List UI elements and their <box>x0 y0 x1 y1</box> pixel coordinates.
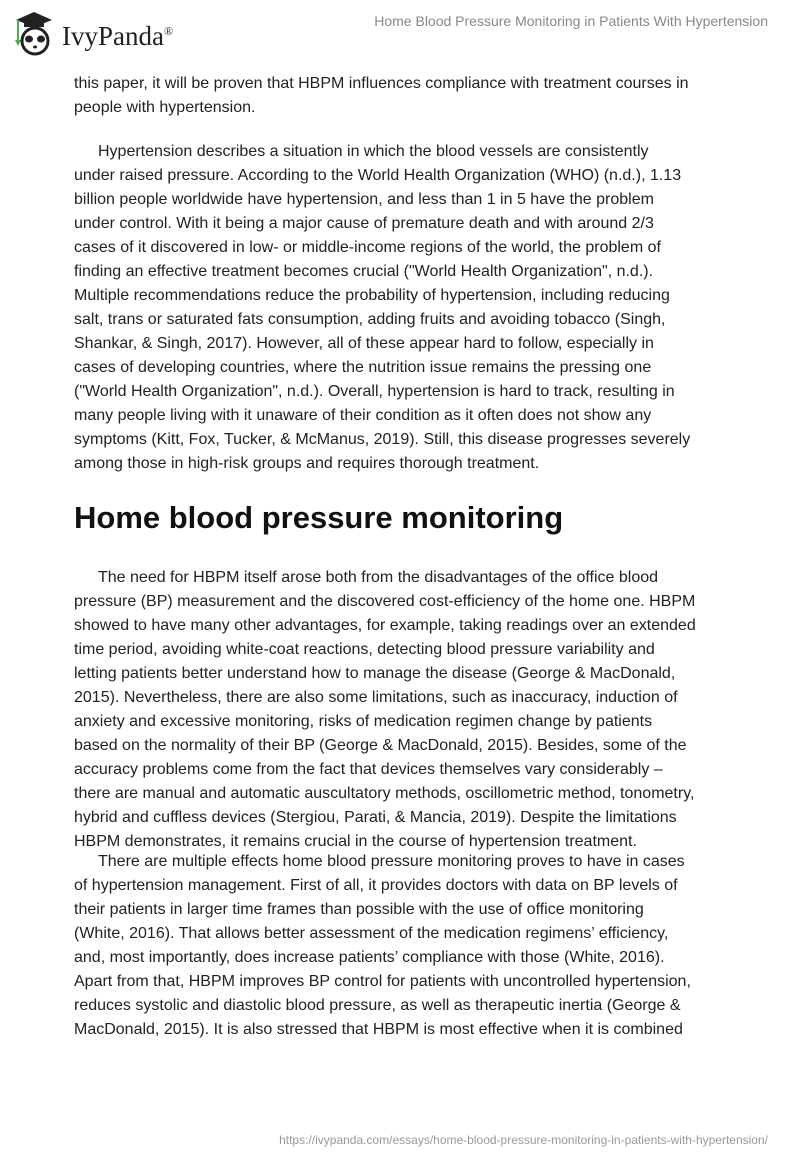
text-line: and, most importantly, does increase patients’ compliance with those (White, 2016). <box>74 949 665 966</box>
text-line: showed to have many other advantages, for example, taking readings over an extended <box>74 617 696 634</box>
text-line: this paper, it will be proven that HBPM influences compliance with treatment courses in <box>74 75 689 92</box>
source-url[interactable]: https://ivypanda.com/essays/home-blood-pressure-monitoring-in-patients-with-hypertension/ <box>279 1133 768 1147</box>
text-line: Multiple recommendations reduce the probability of hypertension, including reducing <box>74 287 670 304</box>
text-line: accuracy problems come from the fact that devices themselves vary considerably – <box>74 761 663 778</box>
text-line: ("World Health Organization", n.d.). Overall, hypertension is hard to track, resulting in <box>74 383 675 400</box>
text-line: Apart from that, HBPM improves BP control for patients with uncontrolled hypertension, <box>74 973 691 990</box>
text-line: Shankar, & Singh, 2017). However, all of these appear hard to follow, especially in <box>74 335 654 352</box>
text-line: There are multiple effects home blood pressure monitoring proves to have in cases <box>98 853 685 870</box>
text-line: hybrid and cuffless devices (Stergiou, Parati, & Mancia, 2019). Despite the limitations <box>74 809 677 826</box>
text-line: anxiety and excessive monitoring, risks of medication regimen change by patients <box>74 713 653 730</box>
text-line: under control. With it being a major cause of premature death and with around 2/3 <box>74 215 654 232</box>
text-line: The need for HBPM itself arose both from the disadvantages of the office blood <box>98 569 659 586</box>
logo-text <box>62 21 173 52</box>
text-line: reduces systolic and diastolic blood pressure, as well as therapeutic inertia (George & <box>74 997 681 1014</box>
text-line: under raised pressure. According to the World Health Organization (WHO) (n.d.), 1.13 <box>74 167 682 184</box>
paragraph-3 <box>74 566 734 854</box>
text-line: based on the normality of their BP (George & MacDonald, 2015). Besides, some of the <box>74 737 687 754</box>
text-line: their patients in larger time frames than possible with the use of office monitoring <box>74 901 644 918</box>
text-line: letting patients better understand how to manage the disease (George & MacDonald, <box>74 665 676 682</box>
text-line: 2015). Nevertheless, there are also some limitations, such as inaccuracy, induction of <box>74 689 678 706</box>
text-line: there are manual and automatic auscultatory methods, oscillometric method, tonometry, <box>74 785 695 802</box>
text-line: finding an effective treatment becomes crucial ("World Health Organization", n.d.). <box>74 263 654 280</box>
ivypanda-logo[interactable] <box>12 8 173 56</box>
document-title: Home Blood Pressure Monitoring in Patients With Hypertension <box>374 13 768 29</box>
registered-mark: ® <box>163 23 174 38</box>
text-line: (White, 2016). That allows better assessment of the medication regimens’ efficiency, <box>74 925 669 942</box>
text-line: HBPM demonstrates, it remains crucial in the course of hypertension treatment. <box>74 833 637 850</box>
text-line: many people living with it unaware of their condition as it often does not show any <box>74 407 652 424</box>
text-line: Hypertension describes a situation in which the blood vessels are consistently <box>98 143 649 160</box>
panda-graduate-icon <box>12 8 56 56</box>
section-heading: Home blood pressure monitoring <box>74 500 564 535</box>
text-line: billion people worldwide have hypertension, and less than 1 in 5 have the problem <box>74 191 654 208</box>
text-line: among those in high-risk groups and requires thorough treatment. <box>74 455 540 472</box>
paragraph-2 <box>74 140 734 476</box>
text-line: MacDonald, 2015). It is also stressed that HBPM is most effective when it is combined <box>74 1021 683 1038</box>
text-line: people with hypertension. <box>74 99 256 116</box>
text-line: symptoms (Kitt, Fox, Tucker, & McManus, 2019). Still, this disease progresses severely <box>74 431 691 448</box>
paragraph-1 <box>74 72 734 120</box>
paragraph-4 <box>74 850 734 1042</box>
text-line: of hypertension management. First of all, it provides doctors with data on BP levels of <box>74 877 678 894</box>
text-line: pressure (BP) measurement and the discovered cost-efficiency of the home one. HBPM <box>74 593 696 610</box>
logo-name: IvyPanda <box>62 20 164 51</box>
text-line: salt, trans or saturated fats consumption, adding fruits and avoiding tobacco (Singh, <box>74 311 666 328</box>
text-line: cases of it discovered in low- or middle-income regions of the world, the problem of <box>74 239 661 256</box>
text-line: cases of developing countries, where the nutrition issue remains the pressing one <box>74 359 652 376</box>
text-line: time period, avoiding white-coat reactions, detecting blood pressure variability and <box>74 641 655 658</box>
